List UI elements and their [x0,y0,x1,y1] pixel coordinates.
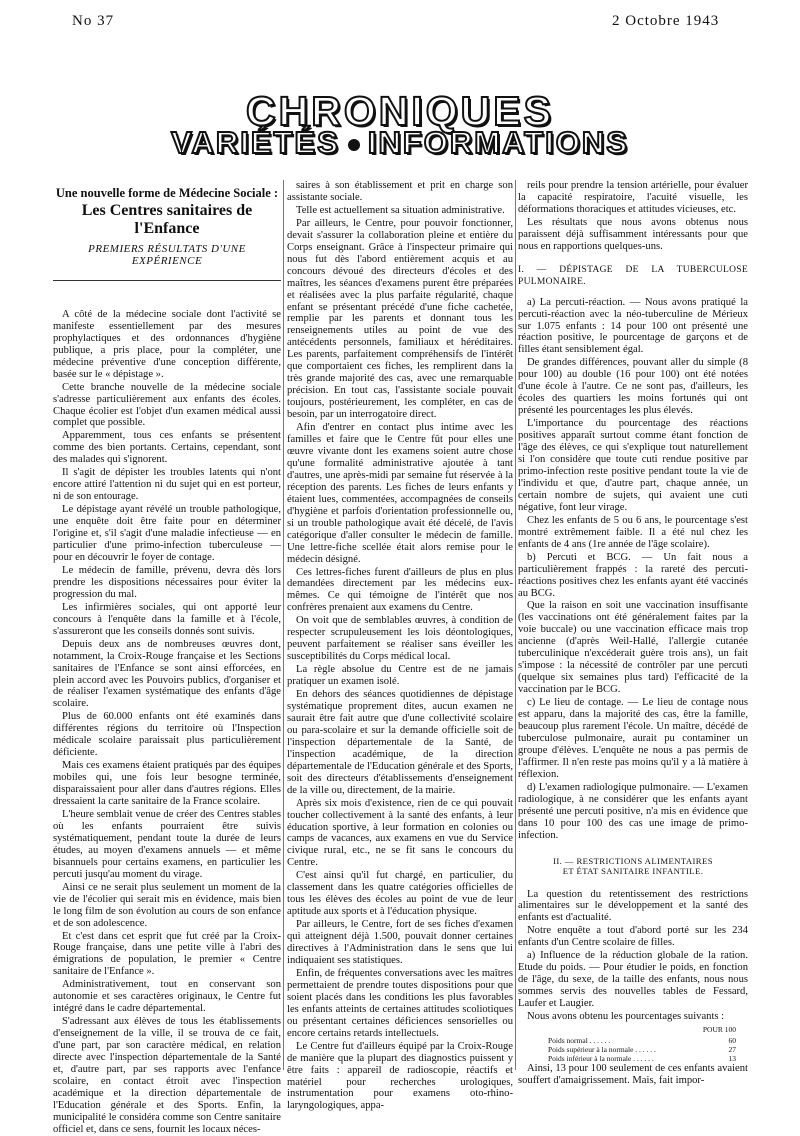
column-rule [515,180,516,1070]
paragraph: A côté de la médecine sociale dont l'activité se manifeste essentiellement par des mesures prophylactiques et des ordonnances d'hygiène publique, a pris place, pour la compléter, une médecine préventive d'une conception différente, basée sur le « dépistage ». [53,308,281,380]
paragraph: Il s'agit de dépister les troubles latents qui n'ont encore attiré l'attention ni du sujet qui en est porteur, ni de son entourage. [53,467,281,503]
paragraph: La règle absolue du Centre est de ne jamais pratiquer un examen isolé. [287,664,513,688]
paragraph: L'importance du pourcentage des réactions positives apparaît surtout comme étant fonction de l'âge des élèves, ce qui s'explique tout naturellement si l'on considère que toute cuti rendue positive par primo-infection reste positive pendant toute la vie de l'individu et que, d'autre part, chaque année, un certain nombre de sujets, qui avaient une cuti négative, font leur virage. [518,418,748,513]
banner-varietes: VARIÉTÉS [171,125,340,160]
paragraph: Ces lettres-fiches furent d'ailleurs de plus en plus demandées directement par les médecins eux-mêmes. Ce qui témoigne de l'intérêt que nos confrères prenaient aux examens du Centre. [287,566,513,614]
paragraph: c) Le lieu de contage. — Le lieu de contage nous est apparu, dans la majorité des cas, être la famille, beaucoup plus rarement l'école. Un maître, décédé de tuberculose pulmonaire, aurait pu contaminer un groupe d'élèves. L'enquête ne nous a pas permis de l'affirmer. Il n'en reste pas moins qu'il y a là matière à réflexion. [518,697,748,780]
column-1-text [53,309,281,1136]
paragraph: Que la raison en soit une vaccination insuffisante (les vaccinations ont été généralement faites par la voie buccale) ou une vaccination efficace mais trop ancienne (d'après Weil-Hallé, l'allergie cutanée tuberculinique n'excéderait guère trois ans), un fait s'impose : la nécessité de contrôler par une percuti (quelque six semaines plus tard) l'efficacité de la vaccination par le BCG. [518,600,748,696]
percent-value: 27 [728,1044,736,1054]
paragraph: L'heure semblait venue de créer des Centres stables où les enfants pourraient être suivis systématiquement, pendant toute la durée de leurs études, au moyen d'examens annuels — et même bisannuels pour certains examens, en particulier les percuti jusqu'au moment du virage. [53,808,281,880]
banner-informations: INFORMATIONS [367,125,629,160]
paragraph: b) Percuti et BCG. — Un fait nous a particulièrement frappés : la rareté des percuti-réactions positives chez les enfants ayant été vaccinés au BCG. [518,551,748,599]
paragraph: Administrativement, tout en conservant son autonomie et ses caractères originaux, le Centre fut intégré dans le cadre départemental. [53,979,281,1015]
banner-bullet [348,139,360,151]
percent-value: 13 [728,1053,736,1063]
paragraph: Les résultats que nous avons obtenus nous paraissent déjà suffisamment intéressants pour que nous en rapportions quelques-uns. [518,216,748,252]
column-3-closing-text [518,1063,748,1087]
column-2 [287,180,513,1112]
paragraph: Telle est actuellement sa situation administrative. [296,204,505,216]
column-rule [283,180,284,1070]
paragraph: Par ailleurs, le Centre, fort de ses fiches d'examen qui atteignent déjà 1.500, pouvait donner certaines directives à l'Administration dans le sens que lui indiquaient ses statistiques. [287,919,513,966]
paragraph: Mais ces examens étaient pratiqués par des équipes mobiles qui, une fois leur besogne terminée, disparaissaient pour aller dans d'autres régions. Elles dressaient la carte sanitaire de la France scolaire. [53,760,281,808]
paragraph: C'est ainsi qu'il fut chargé, en particulier, du classement dans les quatre catégories officielles de tous les élèves des écoles au point de vue de leur aptitude aux sports et à l'éducation physique. [287,870,513,918]
paragraph: De grandes différences, pouvant aller du simple (8 pour 100) au double (16 pour 100) ont été notées d'une école à l'autre. Ce ne sont pas, d'ailleurs, les écoles des quartiers les moins fortunés qui ont présenté les pourcentages les plus élevés. [518,357,748,417]
paragraph: Notre enquête a tout d'abord porté sur les 234 enfants d'un Centre scolaire de filles. [518,925,748,949]
paragraph: La question du retentissement des restrictions alimentaires sur le développement et la santé des enfants est d'actualité. [518,888,748,924]
paragraph: reils pour prendre la tension artérielle, pour évaluer la capacité respiratoire, l'acuité visuelle, les déformations thoraciques et attitudes vicieuses, etc. [518,180,748,215]
column-3-intro [518,180,748,253]
paragraph: Enfin, de fréquentes conversations avec les maîtres permettaient de prendre toutes dispositions pour que soient placés dans les conditions les plus favorables les enfants atteints de certaines attitudes scoliotiques ou présentant certaines déficiences sensorielles ou encore certains retards intellectuels. [287,967,513,1039]
section-banner-line1: CHRONIQUES [246,88,554,134]
percent-table-header: POUR 100 [702,1025,736,1034]
issue-date: 2 Octobre 1943 [612,13,720,29]
paragraph: a) La percuti-réaction. — Nous avons pratiqué la percuti-réaction avec la néo-tuberculine de Mérieux sur 1.075 enfants : 14 pour 100 ont présenté une réaction positive, le pourcentage de garçons et de filles étant sensiblement égal. [518,296,748,356]
paragraph: a) Influence de la réduction globale de la ration. Etude du poids. — Pour étudier le poids, en fonction de l'âge, du sexe, de la taille des enfants, nous nous sommes servis des nouvelles tables de Fessard, Laufer et Laugier. [518,950,748,1010]
paragraph: d) L'examen radiologique pulmonaire. — L'examen radiologique, à ne considérer que les enfants ayant présenté une percuti positive, n'a mis en évidence que dans 10 pour 100 des cas une image de primo-infection. [518,781,748,841]
paragraph: Ainsi ce ne serait plus seulement un moment de la vie de l'écolier qui serait mis en évidence, mais bien le long film de son évolution au cours de son enfance et de son adolescence. [53,881,281,929]
paragraph: Après six mois d'existence, rien de ce qui pouvait toucher collectivement à la santé des enfants, à leur éducation sportive, à leur formation en colonies ou camps de vacances, aux examens en vue du Service civique rural, etc., ne se fit sans le concours du Centre. [287,797,513,869]
paragraph: Ainsi, 13 pour 100 seulement de ces enfants avaient souffert d'amaigrissement. Mais, fait impor- [518,1062,748,1086]
paragraph: Les infirmières sociales, qui ont apporté leur concours à l'enquête dans la famille et à l'école, s'assureront que les conseils donnés sont suivis. [53,601,281,637]
paragraph: Le médecin de famille, prévenu, devra dès lors prendre les dispositions nécessaires pour éviter la progression du mal. [53,564,281,600]
column-1 [53,180,281,1135]
paragraph: Le Centre fut d'ailleurs équipé par la Croix-Rouge de manière que la plupart des diagnostics puissent y être faits : appareil de radioscopie, réactifs et matériel pour recherches urologiques, instrumentation pour examens oto-rhino-laryngologiques, appa- [287,1040,513,1112]
column-3-section2-text [518,889,748,1023]
paragraph: Chez les enfants de 5 ou 6 ans, le pourcentage s'est montré extrêmement faible. Il a été nul chez les enfants de 4 ans (1re année de l'âge scolaire). [518,514,748,550]
percent-table [518,1036,748,1063]
paragraph: Et c'est dans cet esprit que fut créé par la Croix-Rouge française, dans une petite ville à l'abri des émigrations de population, le premier « Centre sanitaire de l'Enfance ». [53,930,281,978]
column-3-section1-text [518,297,748,842]
paragraph: saires à son établissement et prit en charge son assistante sociale. [287,180,513,203]
paragraph: Depuis deux ans de nombreuses œuvres dont, notamment, la Croix-Rouge française et les Sections sanitaires de l'Enfance se sont ainsi efforcées, en plein accord avec les Pouvoirs publics, d'organiser et de réaliser l'examen systématique des enfants d'âge scolaire. [53,638,281,710]
paragraph: Par ailleurs, le Centre, pour pouvoir fonctionner, devait s'assurer la collaboration pleine et entière du Corps enseignant. Grâce à l'inspecteur primaire qui nous fut dès l'abord entièrement acquis et au concours dévoué des directeurs d'écoles et des maîtres, les séances d'examens purent être préparées et réalisées avec la plus parfaite régularité, chaque enfant se présentant précédé d'une fiche cachetée, remplie par les parents et donnant tous les renseignements utiles au point de vue des antécédents personnels, familiaux et héréditaires. Les parents, parfaitement compréhensifs de l'intérêt que comportaient ces fiches, les remplirent dans la très grande majorité des cas, avec une remarquable précision. En tout cas, l'assistante sociale pouvait toujours, postérieurement, les compléter, en cas de besoin, par un interrogatoire direct. [287,217,513,421]
percent-row [518,1054,748,1063]
section-heading-restrictions: II. — RESTRICTIONS ALIMENTAIRES [553,855,713,866]
paragraph: On voit que de semblables œuvres, à condition de respecter scrupuleusement les lois déontologiques, peuvent parfaitement se réaliser sans éveiller les susceptibilités du Corps médical local. [287,615,513,663]
percent-value: 60 [728,1035,736,1045]
paragraph: Nous avons obtenu les pourcentages suivants : [527,1011,725,1023]
article-kicker: Une nouvelle forme de Médecine Sociale : [55,186,279,200]
percent-row [518,1045,748,1054]
paragraph: Le dépistage ayant révélé un trouble pathologique, une enquête doit être faite pour en déterminer l'origine et, s'il s'agit d'une maladie infectieuse — en particulier d'une primo-infection tuberculeuse — pour en découvrir le foyer de contage. [53,504,281,563]
paragraph: Plus de 60.000 enfants ont été examinés dans différentes régions du territoire où l'Inspection médicale scolaire paraissait plus particulièrement déficiente. [53,711,281,759]
article-title: Les Centres sanitaires de l'Enfance [81,202,253,237]
article-subtitle: PREMIERS RÉSULTATS D'UNE EXPÉRIENCE [88,243,246,267]
percent-label: Poids supérieur à la normale . . . . . . [548,1044,656,1054]
paragraph: Apparemment, tous ces enfants se présentent comme des bien portants. Certains, cependant, sont des malades qui s'ignorent. [53,430,281,466]
column-3 [518,180,748,1086]
section-heading-tuberculose: I. — DÉPISTAGE DE LA TUBERCULOSE PULMONAIRE. [518,264,748,287]
section-heading-restrictions-sub: ET ÉTAT SANITAIRE INFANTILE. [562,866,704,877]
percent-label: Poids normal . . . . . . [548,1035,611,1045]
paragraph: En dehors des séances quotidiennes de dépistage systématique proprement dites, aucun examen ne saurait être fait autre que d'une collectivité scolaire ou para-scolaire et sur la demande officielle soit de l'inspection départementale de la Santé, de l'inspection académique, de la direction départementale de l'Education générale et des Sports, soit des directeurs d'établissements d'enseignement de la ville ou, directement, de la mairie. [287,689,513,796]
percent-row [518,1036,748,1045]
paragraph: Afin d'entrer en contact plus intime avec les familles et faire que le Centre fût pour elles une œuvre vivante dont les examens soient autre chose qu'une formalité administrative ajoutée à tant d'autres, une après-midi par semaine fut réservée à la réception des parents. Les fiches de leurs enfants y étaient lues, commentées, accompagnées de conseils d'hygiène et parfois d'orientation professionnelle ou, si un trouble pathologique avait été décelé, de l'avis catégorique d'aller consulter le médecin de famille. Une lettre-fiche scellée était alors remise pour le médecin désigné. [287,422,513,565]
paragraph: Cette branche nouvelle de la médecine sociale s'adresse particulièrement aux enfants des écoles. Chaque écolier est l'objet d'un examen médical aussi complet que possible. [53,381,281,429]
column-2-text [287,180,513,1112]
issue-number: No 37 [72,13,115,29]
percent-label: Poids inférieur à la normale . . . . . . [548,1053,654,1063]
section-banner-line2 [0,125,800,161]
paragraph: S'adressant aux élèves de tous les établissements d'enseignement de la ville, il se trouva de ce fait, d'une part, par son caractère médical, en relation directe avec l'inspection départementale de la Santé et, d'autre part, par ses rapports avec l'enfance scolaire, en contact étroit avec l'inspection académique et la direction départementale de l'Education générale et des Sports. Enfin, la municipalité le considéra comme son Centre sanitaire officiel et, dans ce sens, fournit les locaux néces- [53,1016,281,1135]
